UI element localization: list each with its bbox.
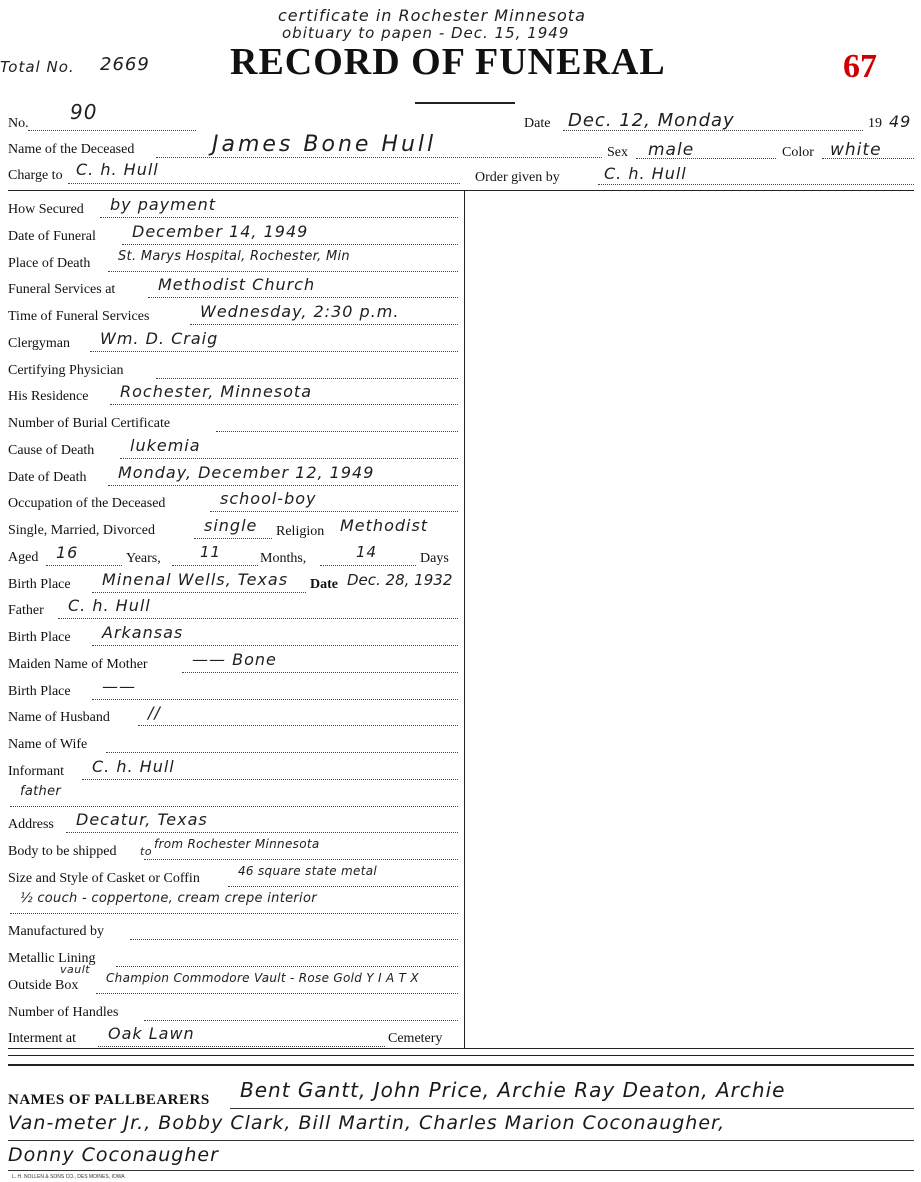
- field-value-aged: 16: [56, 543, 79, 562]
- field-dotted-line-certifying-physician: [156, 378, 458, 379]
- field-value-continuation: ½ couch - coppertone, cream crepe interior: [20, 891, 317, 906]
- field-label-address: Address: [8, 817, 54, 832]
- field-label-informant: Informant: [8, 764, 64, 779]
- order-value: C. h. Hull: [604, 164, 687, 183]
- field-dotted-line-date-of-death: [108, 485, 458, 486]
- field-dotted-line-how-secured: [100, 217, 458, 218]
- field-label-birth-place: Birth Place: [8, 630, 71, 645]
- field-dotted-line-number-of-handles: [144, 1020, 458, 1021]
- charge-label: Charge to: [8, 168, 63, 183]
- printer-imprint: L. H. NOLLEN & SONS CO., DES MOINES, IOWA: [12, 1174, 125, 1180]
- field-value-his-residence: Rochester, Minnesota: [120, 382, 312, 401]
- pallbearers-line2: Van-meter Jr., Bobby Clark, Bill Martin, Charles Marion Coconaugher,: [8, 1112, 726, 1134]
- field-label-single-married-divorced: Single, Married, Divorced: [8, 523, 155, 538]
- field-value-date-of-funeral: December 14, 1949: [132, 222, 309, 241]
- field-dotted-line-his-residence: [110, 404, 458, 405]
- date-label: Date: [524, 116, 551, 131]
- field-dotted-line-maiden-name-of-mother: [182, 672, 458, 673]
- field-label-interment-at: Interment at: [8, 1031, 77, 1046]
- field-value-name-of-husband: //: [148, 703, 161, 722]
- field-label-manufactured-by: Manufactured by: [8, 924, 105, 939]
- bottom-rule-double: [8, 1064, 914, 1066]
- field-label-date-of-death: Date of Death: [8, 470, 87, 485]
- pallbearers-line1: Bent Gantt, John Price, Archie Ray Deaton, Archie: [240, 1078, 786, 1102]
- field-dotted-line-date-of-funeral: [122, 244, 458, 245]
- field-label-occupation-of-the-deceased: Occupation of the Deceased: [8, 496, 166, 511]
- field-dotted-line-aged: [46, 565, 122, 566]
- field-label-number-of-handles: Number of Handles: [8, 1005, 119, 1020]
- days-value: 14: [356, 543, 378, 561]
- field-dotted-line-manufactured-by: [130, 939, 458, 940]
- field-label-time-of-funeral-services: Time of Funeral Services: [8, 309, 150, 324]
- field-dotted-line-body-to-be-shipped: [144, 859, 458, 860]
- birth-date-value: Dec. 28, 1932: [347, 571, 453, 589]
- field-dotted-line-number-of-burial-certificate: [216, 431, 458, 432]
- pallbearers-line3: Donny Coconaugher: [8, 1144, 219, 1166]
- color-value: white: [830, 140, 882, 160]
- deceased-dotted-line: [156, 157, 602, 158]
- field-value-father: C. h. Hull: [68, 596, 151, 615]
- religion-value: Methodist: [340, 516, 429, 535]
- field-dotted-line-single-married-divorced: [194, 538, 272, 539]
- charge-value: C. h. Hull: [76, 160, 159, 179]
- total-no-value: 2669: [100, 54, 150, 75]
- pallbearers-label: NAMES OF PALLBEARERS: [8, 1092, 210, 1108]
- birth-date-label: Date: [310, 577, 338, 592]
- field-dotted-line-informant: [82, 779, 458, 780]
- field-value-body-to-be-shipped: from Rochester Minnesota: [154, 837, 320, 851]
- charge-dotted-line: [68, 183, 460, 184]
- field-value-time-of-funeral-services: Wednesday, 2:30 p.m.: [200, 302, 400, 321]
- field-dotted-line-size-and-style-of-casket-or-coffin: [228, 886, 458, 887]
- field-value-occupation-of-the-deceased: school-boy: [220, 489, 317, 508]
- field-value-size-and-style-of-casket-or-coffin: 46 square state metal: [238, 864, 378, 878]
- field-label-body-to-be-shipped: Body to be shipped: [8, 844, 117, 859]
- days-dotted-line: [320, 565, 416, 566]
- field-label-name-of-husband: Name of Husband: [8, 710, 110, 725]
- sex-label: Sex: [607, 145, 628, 160]
- field-value-informant: C. h. Hull: [92, 757, 175, 776]
- field-dotted-line-cause-of-death: [120, 458, 458, 459]
- field-label-outside-box: Outside Box: [8, 978, 79, 993]
- field-dotted-line-funeral-services-at: [148, 297, 458, 298]
- handwritten-note-obituary: obituary to papen - Dec. 15, 1949: [282, 24, 570, 42]
- handwritten-note-certificate: certificate in Rochester Minnesota: [278, 6, 586, 25]
- field-dotted-line-birth-place: [92, 592, 306, 593]
- field-value-address: Decatur, Texas: [76, 810, 208, 829]
- pallbearers-rule1: [230, 1108, 914, 1109]
- field-label-number-of-burial-certificate: Number of Burial Certificate: [8, 416, 171, 431]
- field-dotted-line-outside-box: [96, 993, 458, 994]
- field-label-certifying-physician: Certifying Physician: [8, 363, 124, 378]
- field-dotted-line-place-of-death: [108, 271, 458, 272]
- page-number: 67: [843, 48, 877, 85]
- field-dotted-line-continuation: [10, 806, 458, 807]
- months-value: 11: [200, 543, 222, 561]
- form-top-rule: [8, 190, 914, 191]
- field-dotted-line-name-of-wife: [106, 752, 458, 753]
- months-label: Months,: [260, 551, 307, 566]
- field-label-birth-place: Birth Place: [8, 577, 71, 592]
- order-dotted-line: [598, 184, 914, 185]
- date-year-prefix: 19: [868, 116, 882, 131]
- field-dotted-line-interment-at: [98, 1046, 385, 1047]
- cemetery-label: Cemetery: [388, 1031, 443, 1046]
- deceased-label: Name of the Deceased: [8, 142, 135, 157]
- field-value-funeral-services-at: Methodist Church: [158, 275, 316, 294]
- page-title: RECORD OF FUNERAL: [230, 41, 666, 83]
- field-value-place-of-death: St. Marys Hospital, Rochester, Min: [118, 249, 350, 264]
- sex-value: male: [648, 140, 695, 160]
- bottom-rule-top: [8, 1048, 914, 1049]
- order-label: Order given by: [475, 170, 560, 185]
- no-label: No.: [8, 116, 29, 131]
- date-value: Dec. 12, Monday: [568, 110, 735, 131]
- years-label: Years,: [126, 551, 161, 566]
- field-label-name-of-wife: Name of Wife: [8, 737, 88, 752]
- form-vertical-divider: [464, 190, 465, 1048]
- date-year-suffix: 49: [889, 112, 912, 131]
- field-label-maiden-name-of-mother: Maiden Name of Mother: [8, 657, 148, 672]
- charge-to-annotation: to: [140, 845, 153, 858]
- color-label: Color: [782, 145, 814, 160]
- field-value-cause-of-death: lukemia: [130, 436, 201, 455]
- bottom-rule-second: [8, 1055, 914, 1056]
- field-label-father: Father: [8, 603, 44, 618]
- field-label-how-secured: How Secured: [8, 202, 84, 217]
- field-label-size-and-style-of-casket-or-coffin: Size and Style of Casket or Coffin: [8, 871, 200, 886]
- field-value-birth-place: Minenal Wells, Texas: [102, 570, 289, 589]
- days-label: Days: [420, 551, 449, 566]
- field-label-aged: Aged: [8, 550, 39, 565]
- field-dotted-line-birth-place: [92, 699, 458, 700]
- field-label-cause-of-death: Cause of Death: [8, 443, 95, 458]
- field-label-clergyman: Clergyman: [8, 336, 70, 351]
- field-value-outside-box: Champion Commodore Vault - Rose Gold Y I A T X: [106, 971, 419, 985]
- field-value-interment-at: Oak Lawn: [108, 1024, 195, 1043]
- field-label-place-of-death: Place of Death: [8, 256, 91, 271]
- deceased-value: James Bone Hull: [212, 132, 437, 157]
- no-value: 90: [70, 100, 98, 124]
- months-dotted-line: [172, 565, 258, 566]
- field-value-maiden-name-of-mother: —— Bone: [192, 650, 277, 669]
- total-no-label: Total No.: [0, 58, 75, 76]
- field-value-birth-place: Arkansas: [102, 623, 184, 642]
- pallbearers-rule2: [8, 1140, 914, 1141]
- field-dotted-line-metallic-lining: [116, 966, 458, 967]
- outside-vault-note: vault: [60, 963, 91, 976]
- field-label-metallic-lining: Metallic Lining: [8, 951, 96, 966]
- field-value-how-secured: by payment: [110, 195, 216, 214]
- religion-label: Religion: [276, 524, 325, 539]
- field-dotted-line-occupation-of-the-deceased: [210, 511, 458, 512]
- field-dotted-line-father: [58, 618, 458, 619]
- field-dotted-line-name-of-husband: [138, 725, 458, 726]
- field-dotted-line-address: [66, 832, 458, 833]
- field-value-date-of-death: Monday, December 12, 1949: [118, 463, 375, 482]
- title-rule: [415, 102, 515, 104]
- field-dotted-line-birth-place: [92, 645, 458, 646]
- pallbearers-rule3: [8, 1170, 914, 1171]
- field-label-date-of-funeral: Date of Funeral: [8, 229, 96, 244]
- field-label-birth-place: Birth Place: [8, 684, 71, 699]
- field-value-continuation: father: [20, 784, 62, 799]
- field-label-funeral-services-at: Funeral Services at: [8, 282, 116, 297]
- field-dotted-line-continuation: [10, 913, 458, 914]
- field-value-single-married-divorced: single: [204, 516, 258, 535]
- field-dotted-line-time-of-funeral-services: [190, 324, 458, 325]
- field-value-birth-place: ——: [102, 677, 136, 696]
- no-dotted-line: [28, 130, 196, 131]
- field-label-his-residence: His Residence: [8, 389, 89, 404]
- field-value-clergyman: Wm. D. Craig: [100, 329, 219, 348]
- field-dotted-line-clergyman: [90, 351, 458, 352]
